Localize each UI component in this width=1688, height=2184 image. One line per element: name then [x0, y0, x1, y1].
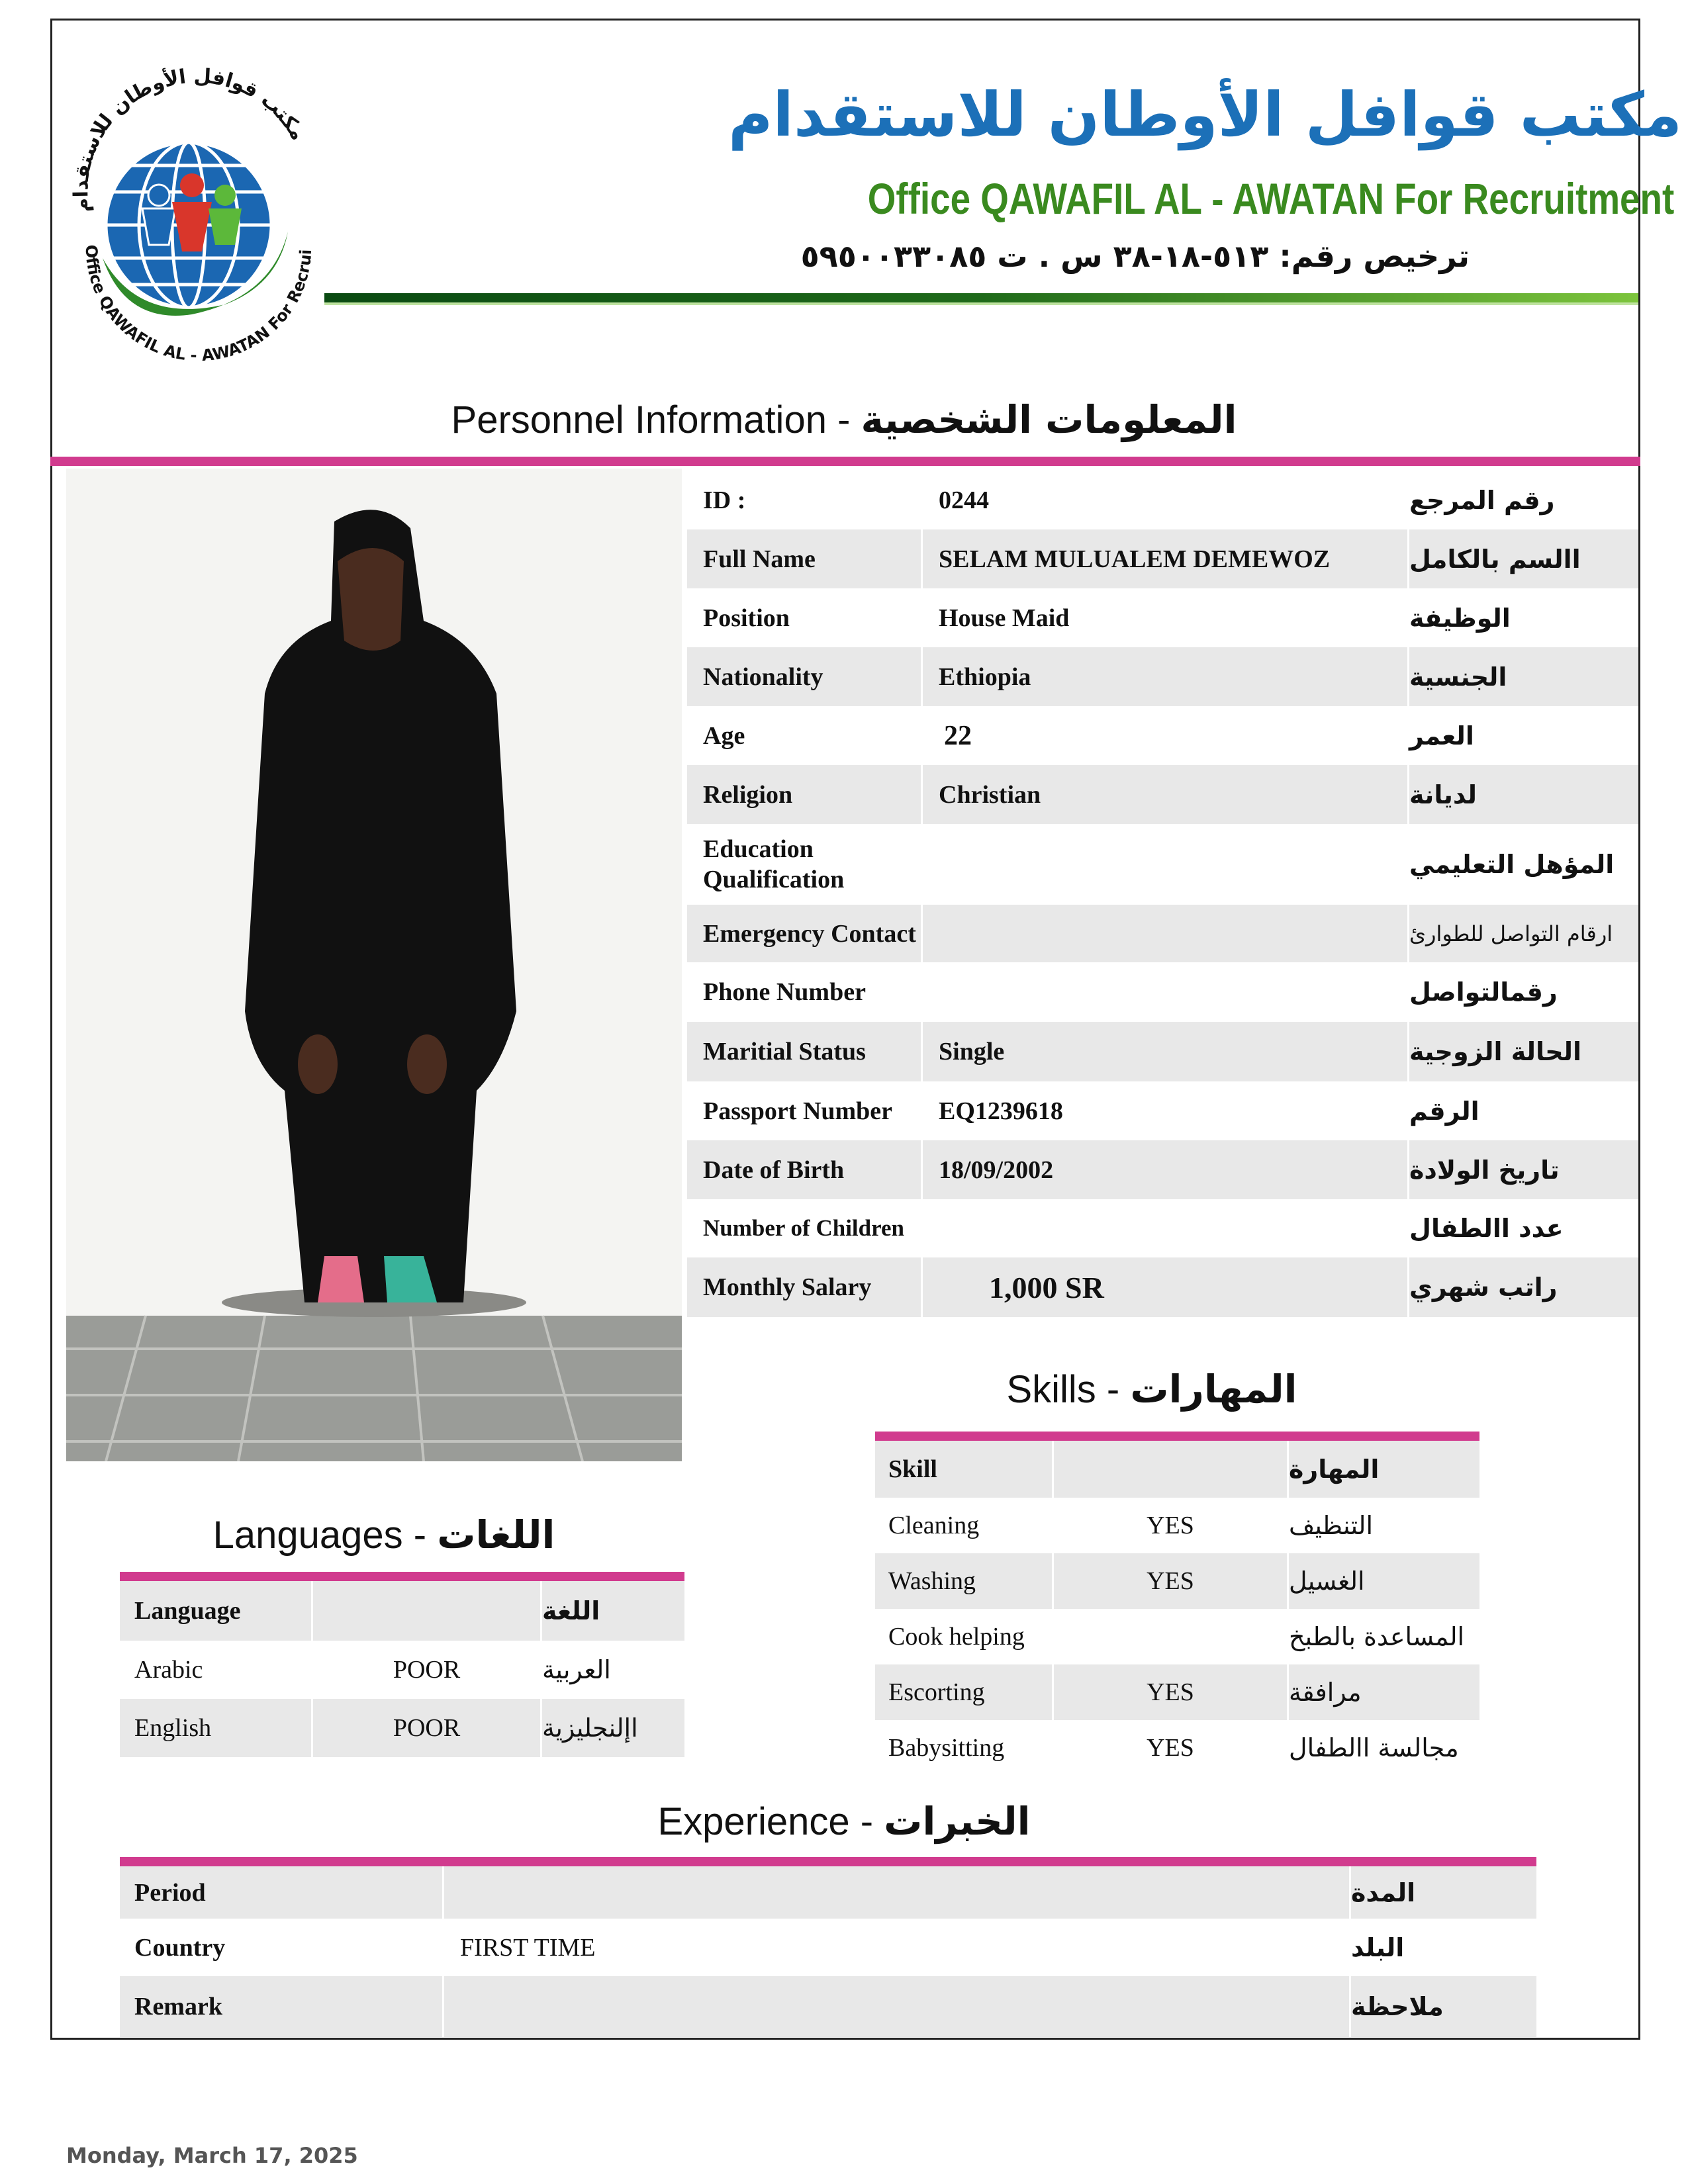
skills-title-ar: المهارات — [1130, 1367, 1297, 1412]
skills-divider — [875, 1432, 1479, 1441]
personnel-row — [687, 824, 1638, 905]
experience-label-arabic: ملاحظة — [1351, 1992, 1444, 2021]
languages-section-title — [119, 1512, 649, 1557]
personnel-title-en: Personnel Information - — [451, 398, 861, 441]
field-label: Education Qualification — [687, 824, 923, 905]
header-divider-highlight — [324, 302, 1638, 305]
personnel-row — [687, 588, 1638, 647]
experience-row — [120, 1919, 1536, 1976]
field-value: 1,000 SR — [923, 1257, 1409, 1317]
languages-header-blank — [313, 1581, 542, 1641]
field-label-arabic: االسم بالكامل — [1409, 544, 1581, 574]
print-date: Monday, March 17, 2025 — [66, 2143, 358, 2168]
language-level: POOR — [313, 1641, 542, 1699]
personnel-row — [687, 1022, 1638, 1081]
field-label: Emergency Contact — [687, 905, 923, 962]
languages-header-row — [120, 1581, 684, 1641]
field-label-arabic: راتب شهري — [1409, 1273, 1558, 1302]
field-label-arabic: الوظيفة — [1409, 603, 1511, 633]
field-label: Nationality — [687, 647, 923, 706]
language-name-arabic: العربية — [542, 1655, 611, 1684]
skills-header-en: Skill — [875, 1441, 1054, 1498]
field-value — [923, 962, 1409, 1022]
field-label-arabic: العمر — [1409, 721, 1474, 751]
field-label-arabic: رقم المرجع — [1409, 486, 1555, 515]
skills-header-row — [875, 1441, 1479, 1498]
language-name: Arabic — [120, 1641, 313, 1699]
experience-title-ar: الخبرات — [884, 1799, 1031, 1844]
field-label: Date of Birth — [687, 1140, 923, 1199]
experience-value — [444, 1866, 1351, 1919]
field-label-arabic: لديانة — [1409, 780, 1477, 809]
personnel-row — [687, 471, 1638, 529]
field-value — [923, 824, 1409, 905]
languages-header-en: Language — [120, 1581, 313, 1641]
field-label: Age — [687, 706, 923, 765]
field-label-arabic: عدد االطفال — [1409, 1214, 1564, 1243]
experience-label-arabic: البلد — [1351, 1933, 1405, 1962]
experience-label-arabic: المدة — [1351, 1878, 1416, 1907]
personnel-row — [687, 647, 1638, 706]
skills-title-en: Skills - — [1006, 1368, 1131, 1411]
svg-text:Office QAWAFIL AL - AWATAN For: Office QAWAFIL AL - AWATAN For Recrui — [81, 244, 316, 365]
personnel-row — [687, 1199, 1638, 1257]
experience-value — [444, 1976, 1351, 2037]
field-value: House Maid — [923, 588, 1409, 647]
personnel-row — [687, 1140, 1638, 1199]
field-label-arabic: تاريخ الولادة — [1409, 1155, 1560, 1185]
skill-name: Cleaning — [875, 1498, 1054, 1553]
field-label-arabic: رقمالتواصل — [1409, 978, 1558, 1007]
experience-row — [120, 1866, 1536, 1919]
field-label: Religion — [687, 765, 923, 824]
experience-label: Country — [120, 1919, 444, 1976]
language-row — [120, 1641, 684, 1699]
skill-name: Washing — [875, 1553, 1054, 1609]
field-label-arabic: ارقام التواصل للطوارئ — [1409, 921, 1613, 946]
personnel-row — [687, 765, 1638, 824]
experience-section-title — [0, 1799, 1688, 1844]
experience-value: FIRST TIME — [444, 1919, 1351, 1976]
field-value: EQ1239618 — [923, 1081, 1409, 1140]
field-label: Position — [687, 588, 923, 647]
field-value: Ethiopia — [923, 647, 1409, 706]
languages-title-en: Languages - — [212, 1514, 438, 1557]
languages-header-ar: اللغة — [542, 1596, 600, 1625]
skill-row — [875, 1720, 1479, 1776]
personnel-section-title — [0, 397, 1688, 442]
experience-label: Period — [120, 1866, 444, 1919]
skill-name-arabic: مجالسة االطفال — [1289, 1733, 1459, 1762]
field-label-arabic: الجنسية — [1409, 662, 1507, 692]
field-label: Full Name — [687, 529, 923, 588]
skills-header-ar: المهارة — [1289, 1455, 1380, 1484]
field-value — [923, 905, 1409, 962]
skill-value: YES — [1054, 1664, 1289, 1720]
experience-title-en: Experience - — [657, 1800, 884, 1843]
skill-value: YES — [1054, 1553, 1289, 1609]
personnel-row — [687, 1081, 1638, 1140]
skill-name: Cook helping — [875, 1609, 1054, 1664]
license-number: ترخيص رقم: ٥١٣-١٨-٣٨ س . ت ٥٩٥٠٠٣٣٠٨٥ — [800, 238, 1470, 274]
languages-divider — [120, 1572, 684, 1581]
personnel-row — [687, 1257, 1638, 1317]
skills-header-blank — [1054, 1441, 1289, 1498]
skill-row — [875, 1498, 1479, 1553]
field-value: Single — [923, 1022, 1409, 1081]
header-divider — [324, 293, 1638, 302]
personnel-row — [687, 706, 1638, 765]
skill-row — [875, 1553, 1479, 1609]
language-level: POOR — [313, 1699, 542, 1757]
personnel-row — [687, 905, 1638, 962]
skill-value: YES — [1054, 1720, 1289, 1776]
field-label: ID : — [687, 471, 923, 529]
field-value: 18/09/2002 — [923, 1140, 1409, 1199]
skill-name-arabic: مرافقة — [1289, 1678, 1362, 1707]
experience-label: Remark — [120, 1976, 444, 2037]
field-label-arabic: الرقم — [1409, 1096, 1479, 1126]
field-label: Phone Number — [687, 962, 923, 1022]
skills-section-title — [755, 1367, 1549, 1412]
field-value — [923, 1199, 1409, 1257]
language-name-arabic: اإلنجليزية — [542, 1713, 638, 1743]
language-name: English — [120, 1699, 313, 1757]
field-label: Number of Children — [687, 1199, 923, 1257]
language-row — [120, 1699, 684, 1757]
skill-name: Escorting — [875, 1664, 1054, 1720]
field-label: Passport Number — [687, 1081, 923, 1140]
field-value: SELAM MULUALEM DEMEWOZ — [923, 529, 1409, 588]
skill-value — [1054, 1609, 1289, 1664]
experience-divider — [120, 1857, 1536, 1866]
skill-value: YES — [1054, 1498, 1289, 1553]
languages-title-ar: اللغات — [437, 1512, 555, 1557]
skill-name: Babysitting — [875, 1720, 1054, 1776]
skill-row — [875, 1609, 1479, 1664]
svg-text:مكتب قوافل الأوطان للاستقدام: مكتب قوافل الأوطان للاستقدام — [70, 64, 310, 214]
field-label: Maritial Status — [687, 1022, 923, 1081]
company-name-english: Office QAWAFIL AL - AWATAN For Recruitment — [867, 174, 1675, 223]
experience-row — [120, 1976, 1536, 2037]
field-value: Christian — [923, 765, 1409, 824]
skill-name-arabic: الغسيل — [1289, 1567, 1365, 1596]
skill-name-arabic: التنظيف — [1289, 1511, 1374, 1540]
field-value: 0244 — [923, 471, 1409, 529]
personnel-row — [687, 529, 1638, 588]
skill-row — [875, 1664, 1479, 1720]
company-name-arabic: مكتب قوافل الأوطان للاستقدام — [728, 79, 1683, 150]
skill-name-arabic: المساعدة بالطبخ — [1289, 1622, 1465, 1651]
field-label-arabic: المؤهل التعليمي — [1409, 850, 1615, 879]
candidate-photo — [66, 469, 682, 1461]
field-value: 22 — [923, 706, 1409, 765]
field-label-arabic: الحالة الزوجية — [1409, 1037, 1581, 1066]
personnel-divider — [50, 457, 1640, 466]
personnel-row — [687, 962, 1638, 1022]
company-logo — [60, 60, 324, 390]
personnel-title-ar: المعلومات الشخصية — [861, 397, 1237, 442]
field-label: Monthly Salary — [687, 1257, 923, 1317]
